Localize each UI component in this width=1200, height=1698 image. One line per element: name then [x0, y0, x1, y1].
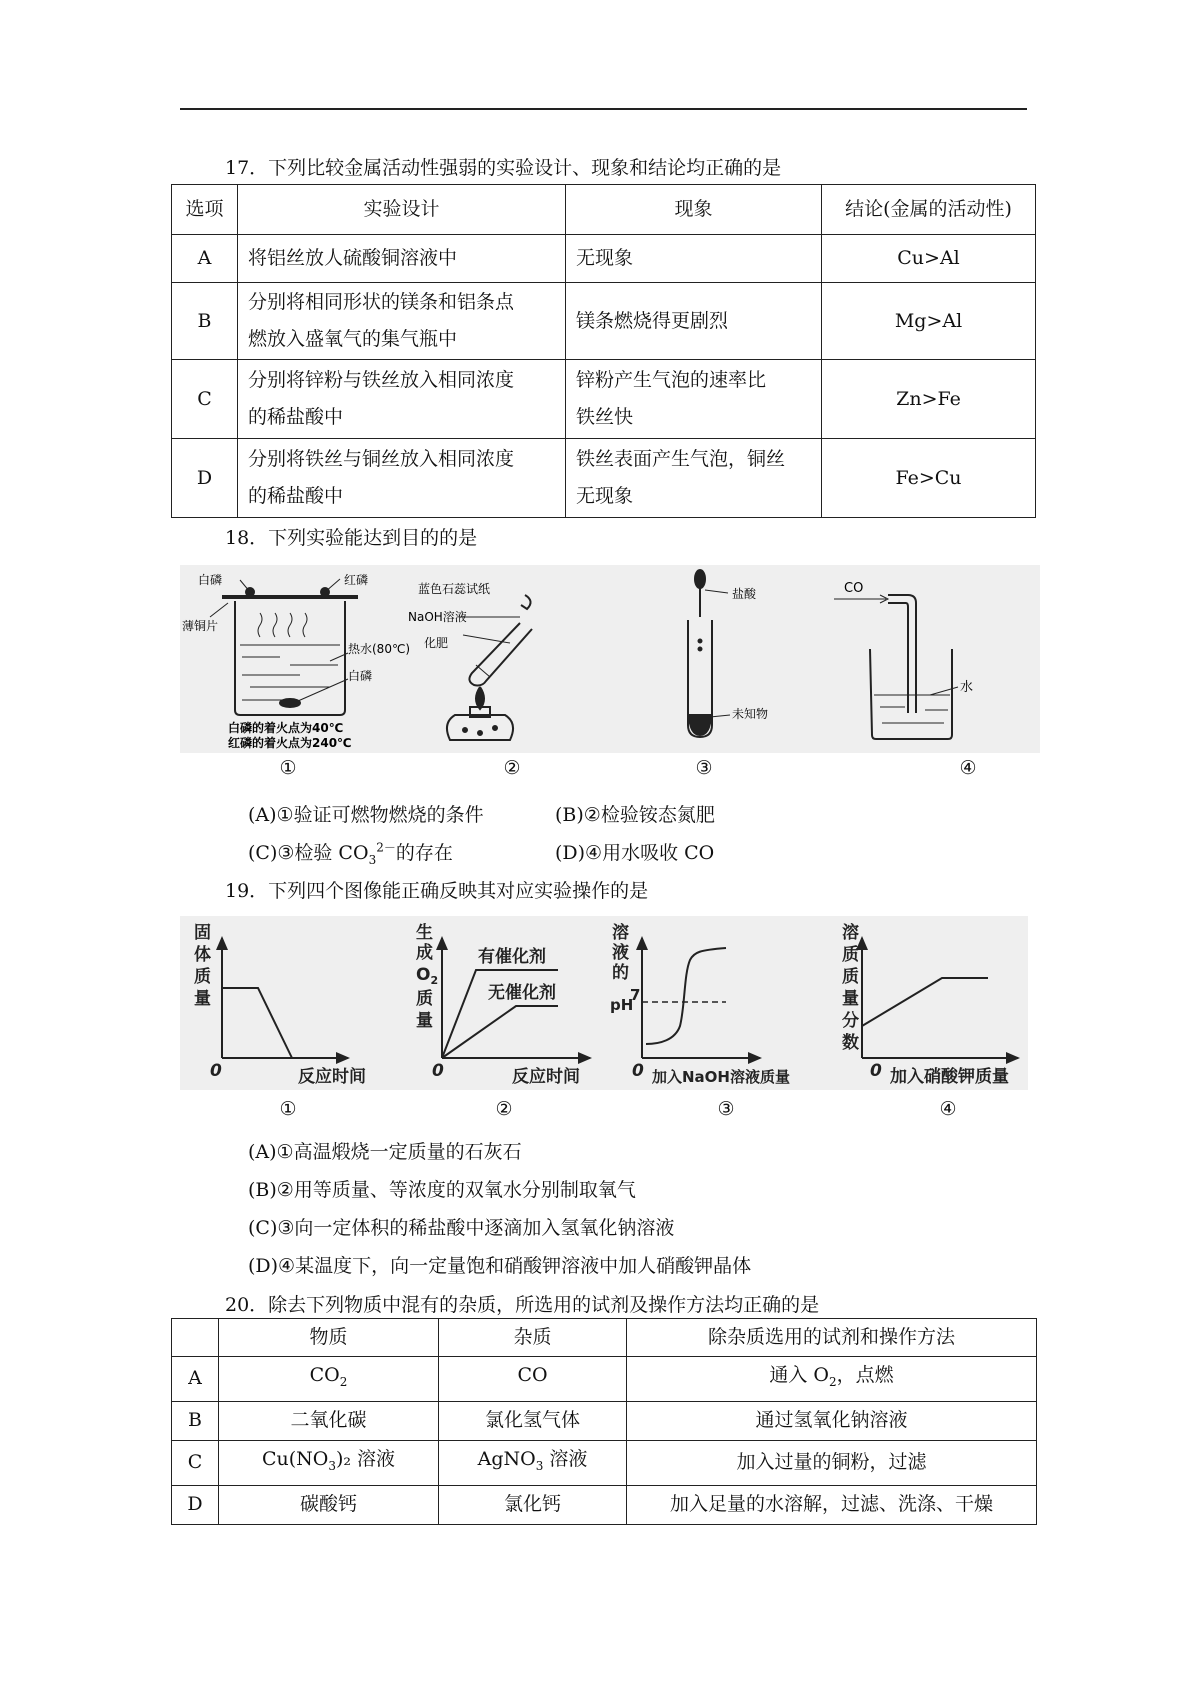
- q17-row-conclusion: Fe>Cu: [822, 439, 1036, 518]
- label-white-phosphorus: 白磷: [198, 573, 223, 587]
- q20-header-row: [172, 1319, 1037, 1357]
- q20-row-substance: [219, 1357, 439, 1402]
- method-subscript: 2: [828, 1374, 837, 1389]
- carbonate-test-apparatus: [688, 570, 730, 737]
- q17-row-conclusion: Zn>Fe: [822, 360, 1036, 439]
- graph-3-tick-7: 7: [630, 986, 641, 1004]
- graph-4-ylabel-char: 质: [842, 967, 859, 987]
- method-text: 加入足量的水溶解，过滤、洗涤、干燥: [669, 1493, 993, 1516]
- q17-row-option: A: [172, 235, 238, 283]
- q20-header-method: 除杂质选用的试剂和操作方法: [627, 1319, 1037, 1357]
- q20-row-impurity: [439, 1401, 627, 1440]
- method-tail: ，点燃: [836, 1364, 894, 1386]
- graph-4-ylabel-char: 数: [842, 1033, 859, 1053]
- phenomenon-line: 无现象: [576, 485, 634, 507]
- graph-2-ylabel-subscript: 2: [430, 974, 439, 987]
- q17-row-phenomenon: [566, 283, 822, 360]
- q17-title: 17．下列比较金属活动性强弱的实验设计、现象和结论均正确的是: [225, 157, 782, 179]
- graph-2-ylabel-char: 质: [416, 989, 433, 1009]
- q19-title: 19．下列四个图像能正确反映其对应实验操作的是: [225, 880, 649, 902]
- q20-row-option: A: [172, 1357, 219, 1402]
- impurity-text: 氯化钙: [503, 1493, 561, 1516]
- header-rule: [180, 108, 1027, 110]
- graph-1-line: [222, 988, 292, 1058]
- q20-title: 20．除去下列物质中混有的杂质，所选用的试剂及操作方法均正确的是: [225, 1294, 820, 1316]
- table-row: [172, 283, 1036, 360]
- design-line: 将铝丝放人硫酸铜溶液中: [248, 247, 458, 269]
- q20-header-blank: [172, 1319, 219, 1357]
- q19-figure-label-2: ②: [495, 1098, 513, 1120]
- q20-row-method: [627, 1485, 1037, 1524]
- q20-header-impurity: 杂质: [439, 1319, 627, 1357]
- co-absorption-apparatus: [834, 595, 958, 739]
- q17-header-phenomenon: 现象: [566, 185, 822, 235]
- substance-subscript: 3: [328, 1458, 336, 1473]
- graph-1-origin: 0: [210, 1061, 222, 1081]
- label-copper-sheet: 薄铜片: [182, 619, 219, 633]
- graph-1-ylabel-char: 质: [194, 967, 211, 987]
- q17-header-option: 选项: [172, 185, 238, 235]
- design-line: 的稀盐酸中: [248, 406, 344, 428]
- q20-row-method: [627, 1401, 1037, 1440]
- phenomenon-line: 镁条燃烧得更剧烈: [576, 309, 729, 332]
- q20-table: [171, 1318, 1037, 1525]
- q17-row-option: D: [172, 439, 238, 518]
- impurity-text: 氯化氢气体: [484, 1409, 580, 1432]
- q17-row-conclusion: Cu>Al: [822, 235, 1036, 283]
- label-water: 水: [960, 680, 974, 695]
- phenomenon-line: 铁丝表面产生气泡，铜丝: [576, 448, 786, 470]
- graph-2-origin: 0: [432, 1061, 444, 1081]
- impurity-tail: 溶液: [543, 1447, 588, 1470]
- q20-header-substance: 物质: [219, 1319, 439, 1357]
- graph-2-ylabel-char: 量: [416, 1011, 433, 1031]
- q18-option-c-superscript: 2－: [376, 840, 396, 855]
- q17-row-phenomenon: [566, 235, 822, 283]
- graph-3-ylabel-ph: pH: [610, 996, 634, 1014]
- q20-row-impurity: [439, 1485, 627, 1524]
- q18-option-b: (B)②检验铵态氮肥: [555, 804, 715, 826]
- q17-header-row: [172, 185, 1036, 235]
- impurity-text: AgNO: [477, 1447, 536, 1470]
- q18-option-a: (A)①验证可燃物燃烧的条件: [248, 804, 484, 826]
- q18-figure-label-1: ①: [279, 757, 297, 779]
- q18-option-c-subscript: 3: [368, 852, 377, 867]
- graph-3-origin: 0: [632, 1061, 644, 1081]
- label-naoh-solution: NaOH溶液: [408, 610, 467, 624]
- q19-figure-label-3: ③: [717, 1098, 735, 1120]
- graph-2-series-catalyst: 有催化剂: [478, 947, 546, 967]
- q17-row-phenomenon: [566, 360, 822, 439]
- q17-row-design: [238, 360, 566, 439]
- label-red-phosphorus: 红磷: [344, 573, 369, 587]
- graph-3-curve: [646, 948, 726, 1044]
- table-row: [172, 1401, 1037, 1440]
- q18-figure-label-3: ③: [695, 757, 713, 779]
- q20-row-substance: [219, 1401, 439, 1440]
- q18-figure-label-4: ④: [959, 757, 977, 779]
- graph-3-ylabel-char: 液: [612, 943, 629, 963]
- q17-table: [171, 184, 1036, 518]
- design-line: 分别将相同形状的镁条和铝条点: [248, 291, 515, 313]
- graph-1-ylabel-char: 量: [194, 989, 211, 1009]
- q20-row-impurity: [439, 1440, 627, 1485]
- graph-4-line: [862, 978, 988, 1026]
- substance-tail: )₂ 溶液: [335, 1447, 396, 1470]
- table-row: [172, 1357, 1037, 1402]
- q17-row-option: B: [172, 283, 238, 360]
- q19-option-d: (D)④某温度下，向一定量饱和硝酸钾溶液中加人硝酸钾晶体: [248, 1255, 752, 1277]
- q18-option-c-tail: 的存在: [395, 842, 453, 864]
- graph-2-ylabel-o: O: [416, 965, 431, 985]
- q20-row-option: D: [172, 1485, 219, 1524]
- label-unknown-substance: 未知物: [732, 707, 769, 721]
- method-text: 通过氢氧化钠溶液: [755, 1409, 908, 1432]
- q20-row-option: C: [172, 1440, 219, 1485]
- design-line: 的稀盐酸中: [248, 485, 344, 507]
- q17-row-design: [238, 439, 566, 518]
- table-row: [172, 360, 1036, 439]
- substance-text: CO: [309, 1364, 340, 1386]
- phenomenon-line: 锌粉产生气泡的速率比: [576, 369, 767, 391]
- q20-row-method: [627, 1440, 1037, 1485]
- q17-header-conclusion: 结论(金属的活动性): [822, 185, 1036, 235]
- graph-4-xlabel: 加入硝酸钾质量: [890, 1067, 1009, 1087]
- design-line: 分别将铁丝与铜丝放入相同浓度: [248, 448, 515, 470]
- q17-header-design: 实验设计: [238, 185, 566, 235]
- q20-row-impurity: [439, 1357, 627, 1402]
- graph-3-ylabel-char: 溶: [612, 923, 629, 943]
- graph-2-ylabel-o2: [416, 965, 438, 987]
- label-litmus-paper: 蓝色石蕊试纸: [418, 582, 491, 596]
- graph-1: [194, 923, 366, 1087]
- q18-option-c: [248, 838, 453, 867]
- impurity-text: CO: [517, 1364, 548, 1386]
- q18-figure-label-2: ②: [503, 757, 521, 779]
- q17-row-design: [238, 283, 566, 360]
- q19-figure-label-4: ④: [939, 1098, 957, 1120]
- graph-4-origin: 0: [870, 1061, 882, 1081]
- q17-row-design: [238, 235, 566, 283]
- graph-4: [842, 922, 1018, 1087]
- graph-1-ylabel-char: 体: [194, 945, 211, 965]
- note-white-ignition: 白磷的着火点为40℃: [228, 721, 344, 735]
- graph-4-ylabel-char: 质: [842, 945, 859, 965]
- q17-row-option: C: [172, 360, 238, 439]
- q19-figure-label-1: ①: [279, 1098, 297, 1120]
- design-line: 分别将锌粉与铁丝放入相同浓度: [248, 369, 515, 391]
- graph-3-xlabel: 加入NaOH溶液质量: [652, 1068, 790, 1086]
- q20-row-method: [627, 1357, 1037, 1402]
- q18-title: 18．下列实验能达到目的的是: [225, 527, 478, 549]
- graph-2-ylabel-char: 生: [416, 923, 433, 943]
- q17-row-phenomenon: [566, 439, 822, 518]
- q19-option-a: (A)①高温煅烧一定质量的石灰石: [248, 1141, 522, 1163]
- q18-option-d: (D)④用水吸收 CO: [555, 842, 715, 864]
- substance-subscript: 2: [339, 1374, 348, 1389]
- table-row: [172, 235, 1036, 283]
- q18-apparatus-figure: [180, 565, 1040, 753]
- table-row: [172, 1485, 1037, 1524]
- substance-text: 碳酸钙: [299, 1493, 357, 1516]
- method-text: 加入过量的铜粉，过滤: [736, 1451, 927, 1474]
- q19-option-b: (B)②用等质量、等浓度的双氧水分别制取氧气: [248, 1179, 636, 1201]
- q20-row-substance: [219, 1440, 439, 1485]
- substance-text: 二氧化碳: [290, 1409, 367, 1432]
- graph-1-xlabel: 反应时间: [298, 1067, 366, 1087]
- phenomenon-line: 无现象: [576, 247, 634, 269]
- table-row: [172, 1440, 1037, 1485]
- q18-option-c-text: (C)③检验 CO: [248, 842, 369, 864]
- phenomenon-line: 铁丝快: [576, 406, 634, 428]
- graph-3-ylabel-char: 的: [612, 963, 629, 983]
- design-line: 燃放入盛氧气的集气瓶中: [248, 328, 458, 350]
- q20-row-substance: [219, 1485, 439, 1524]
- label-hot-water: 热水(80℃): [348, 642, 411, 656]
- graph-3: [610, 922, 790, 1086]
- graph-4-ylabel-char: 量: [842, 989, 859, 1009]
- label-hydrochloric-acid: 盐酸: [732, 587, 757, 601]
- combustion-conditions-apparatus: [210, 579, 358, 715]
- substance-text: Cu(NO: [261, 1447, 329, 1470]
- label-white-phosphorus-submerged: 白磷: [348, 669, 373, 683]
- graph-4-ylabel-char: 分: [842, 1011, 859, 1031]
- note-red-ignition: 红磷的着火点为240℃: [228, 736, 352, 750]
- q19-graphs-figure: [180, 916, 1028, 1090]
- impurity-subscript: 3: [535, 1458, 544, 1473]
- q19-option-c: (C)③向一定体积的稀盐酸中逐滴加入氢氧化钠溶液: [248, 1217, 675, 1239]
- q20-row-option: B: [172, 1401, 219, 1440]
- q17-row-conclusion: Mg>Al: [822, 283, 1036, 360]
- label-co-gas: CO: [844, 581, 864, 596]
- label-fertilizer: 化肥: [424, 636, 449, 650]
- method-text: 通入 O: [769, 1364, 829, 1386]
- table-row: [172, 439, 1036, 518]
- graph-2-series-no-catalyst: 无催化剂: [488, 983, 556, 1003]
- graph-1-ylabel-char: 固: [194, 923, 211, 943]
- graph-4-ylabel-char: 溶: [842, 923, 859, 943]
- graph-2: [416, 922, 590, 1087]
- graph-2-xlabel: 反应时间: [512, 1067, 580, 1087]
- graph-2-ylabel-char: 成: [416, 943, 433, 963]
